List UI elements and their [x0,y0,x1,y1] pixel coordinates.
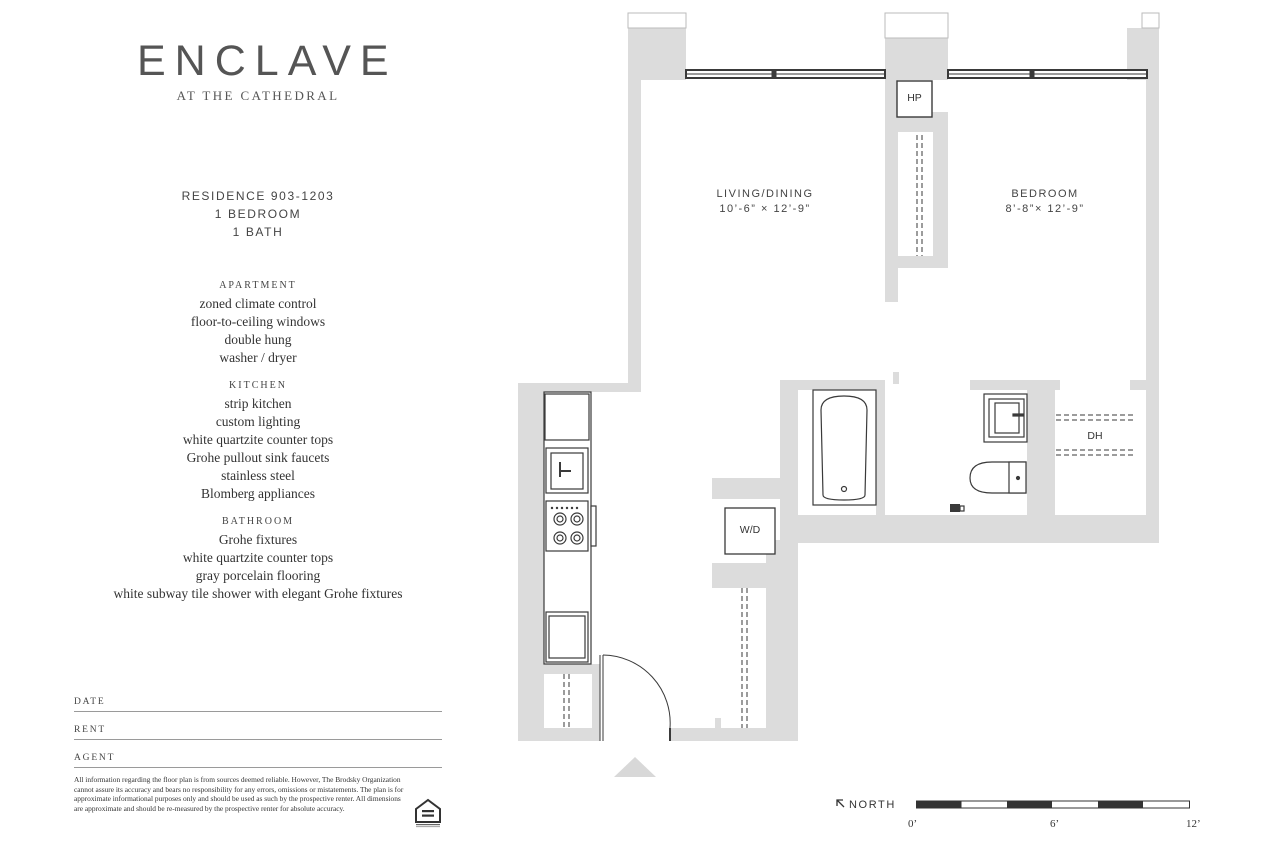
scale-bar-graphic [916,800,1190,814]
rent-label: RENT [74,725,107,735]
wall [885,80,898,302]
wall [518,728,600,741]
wall [712,478,798,499]
hp-label: HP [907,92,922,104]
kitchen-section [58,380,458,503]
residence-info [108,187,408,241]
wall [798,515,1159,543]
wall [518,383,641,392]
feature-item: stainless steel [221,468,295,483]
agent-form [74,684,442,768]
date-field[interactable] [74,684,442,712]
living-dining-label [700,187,830,217]
feature-item: strip kitchen [224,396,292,411]
brand-name: ENCLAVE [137,37,398,85]
wall [876,390,885,515]
feature-item: white subway tile shower with elegant Grohe fixtures [113,586,403,601]
wall [1027,380,1055,515]
wd-label: W/D [739,524,761,536]
living-dining-name: LIVING/DINING [716,188,814,200]
wall [527,664,600,674]
feature-item: white quartzite counter tops [182,550,334,565]
wall [712,563,798,588]
feature-item: custom lighting [215,414,301,429]
floor-plan [500,0,1180,853]
wall [518,383,527,741]
section-title: KITCHEN [229,380,287,391]
feature-item: Blomberg appliances [200,486,316,501]
bathroom-section [58,516,458,603]
wall [898,256,933,268]
feature-item: floor-to-ceiling windows [190,314,326,329]
scale-bar [908,800,1201,830]
wall [628,28,641,383]
wall [780,380,798,541]
wall [1130,380,1159,390]
north-arrow-icon [834,797,846,809]
wall [885,38,948,80]
living-dining-dims: 10’-6” × 12’-9” [719,203,811,215]
scale-label-0: 0’ [908,818,918,830]
brand-subtitle: AT THE CATHEDRAL [176,88,340,103]
apartment-section [58,280,458,367]
date-label: DATE [74,697,106,707]
floor-plan-drawing [500,0,1180,853]
feature-item: zoned climate control [199,296,317,311]
agent-label: AGENT [74,753,116,763]
feature-item: gray porcelain flooring [195,568,321,583]
agent-field[interactable] [74,740,442,768]
wall [527,392,544,728]
equal-housing-opportunity-icon [413,796,443,828]
bedroom-label [990,187,1100,217]
section-title: APARTMENT [219,280,297,291]
dh-label: DH [1087,430,1103,442]
residence-title: RESIDENCE 903-1203 [181,189,335,203]
scale-label-6: 6’ [1050,818,1060,830]
feature-item: white quartzite counter tops [182,432,334,447]
bedroom-dims: 8’-8”× 12’-9” [1005,203,1085,215]
bedroom-name: BEDROOM [1011,188,1079,200]
wall [933,132,948,268]
feature-item: Grohe pullout sink faucets [186,450,330,465]
feature-item: Grohe fixtures [218,532,298,547]
residence-baths: 1 BATH [232,225,284,239]
wall [1146,28,1159,543]
north-label: NORTH [849,799,896,811]
wall [592,664,600,741]
brand-logo [128,36,398,104]
scale-label-12: 12’ [1186,818,1201,830]
feature-item: washer / dryer [219,350,297,365]
residence-bedrooms: 1 BEDROOM [214,207,302,221]
wall [780,380,885,390]
north-indicator [834,797,896,811]
section-title: BATHROOM [221,516,295,527]
features-list [58,280,458,616]
disclaimer-text: All information regarding the floor plan is from sources deemed reliable. However, The Brodsky Organization cannot assure its accuracy and bears no responsibility for any errors, omissions or mistatements. The plan is for approximate informational purposes only and should be used as such by the prospective renter. All dimensions are approximate and should be re-measured by the prospective renter for absolute accuracy. [74,775,404,813]
entry-arrow-icon [614,757,656,777]
fridge [545,394,589,440]
feature-item: double hung [224,332,292,347]
rent-field[interactable] [74,712,442,740]
